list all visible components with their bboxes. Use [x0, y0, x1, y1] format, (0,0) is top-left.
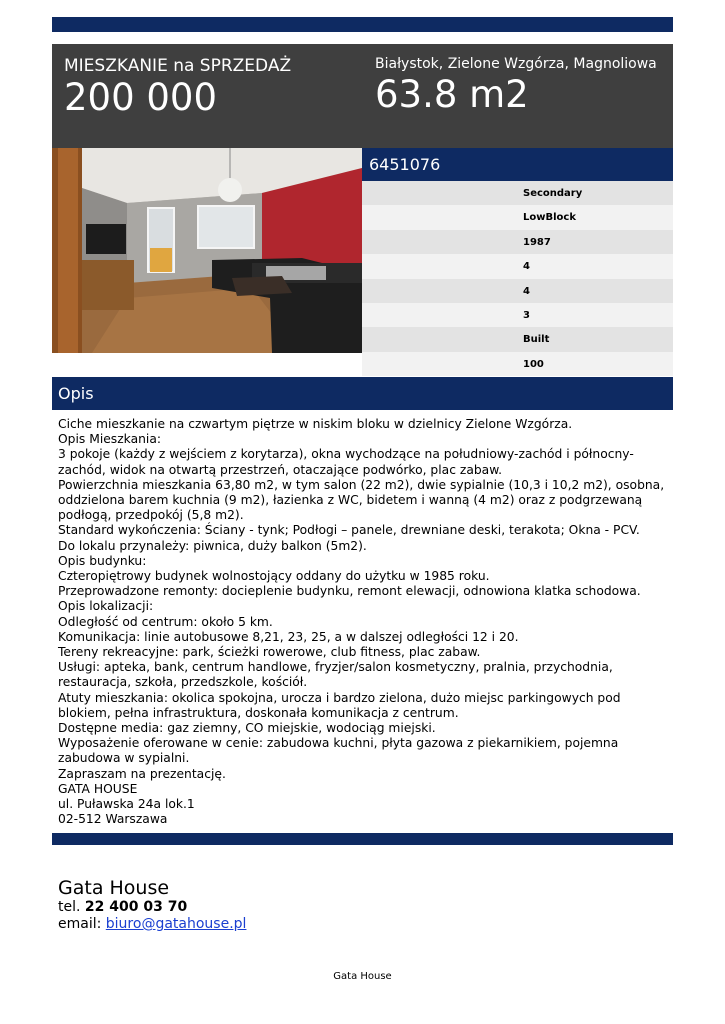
description-line: Opis Mieszkania:	[58, 432, 161, 447]
description-line: Powierzchnia mieszkania 63,80 m2, w tym salon (22 m2), dwie sypialnie (10,3 i 10,2 m2), osobna, oddzielona barem kuchnia (9 m2), łazienka z WC, bidetem i wanną (4 m2) oraz z podgrzewaną podłogą, przedpokój (5,8 m2).	[58, 477, 665, 523]
param-value: Built	[523, 334, 550, 346]
description-line: Wyposażenie oferowane w cenie: zabudowa kuchni, płyta gazowa z piekarnikiem, pojemna zabudowa w sypialni.	[58, 736, 619, 766]
description-line: Przeprowadzone remonty: docieplenie budynku, remont elewacji, odnowiona klatka schodowa.	[58, 584, 641, 599]
description-line: Dostępne media: gaz ziemny, CO miejskie, wodociąg miejski.	[58, 721, 436, 736]
description-header-bar	[52, 377, 673, 410]
description-body	[58, 417, 670, 827]
description-line: Komunikacja: linie autobusowe 8,21, 23, 25, a w dalszej odległości 12 i 20.	[58, 629, 519, 644]
param-row-status	[362, 327, 673, 351]
email-line	[58, 916, 246, 933]
phone-line	[58, 899, 246, 916]
description-line: Tereny rekreacyjne: park, ścieżki rowerowe, club fitness, plac zabaw.	[58, 645, 481, 660]
param-value: 3	[523, 309, 530, 321]
param-row	[362, 352, 673, 376]
param-value: 1987	[523, 236, 551, 248]
param-value: 4	[523, 261, 530, 273]
description-line: Opis lokalizacji:	[58, 599, 154, 614]
param-row-building-type	[362, 205, 673, 229]
param-value: LowBlock	[523, 212, 576, 224]
page-footer: Gata House	[333, 971, 392, 982]
email-link[interactable]: biuro@gatahouse.pl	[105, 916, 247, 932]
top-decorative-bar	[52, 17, 673, 32]
description-line: Standard wykończenia: Ściany - tynk; Podłogi – panele, drewniane deski, terakota; Okna - PCV.	[58, 523, 640, 538]
param-value: Secondary	[523, 188, 583, 199]
param-row	[362, 279, 673, 303]
listing-area: 63.8 m2	[375, 73, 529, 116]
description-line: Usługi: apteka, bank, centrum handlowe, fryzjer/salon kosmetyczny, pralnia, przychodnia, restauracja, szkoła, przedszkole, kościół.	[58, 660, 613, 690]
description-line: Opis budynku:	[58, 553, 147, 568]
apartment-photo-illustration	[52, 148, 362, 353]
listing-id: 6451076	[369, 155, 441, 174]
description-line: Odległość od centrum: około 5 km.	[58, 614, 273, 629]
param-row-year	[362, 230, 673, 254]
description-line: ul. Puławska 24a lok.1	[58, 797, 195, 812]
bottom-decorative-bar	[52, 833, 673, 845]
listing-price: 200 000	[64, 76, 218, 119]
param-value: 100	[523, 358, 544, 370]
contact-block	[58, 877, 246, 933]
description-line: 02-512 Warszawa	[58, 812, 168, 827]
phone-number: 22 400 03 70	[84, 899, 188, 915]
description-line: GATA HOUSE	[58, 781, 138, 796]
listing-header	[52, 44, 673, 148]
email-label: email:	[58, 916, 102, 932]
description-title: Opis	[58, 384, 94, 403]
agency-name: Gata House	[58, 877, 170, 899]
header-right	[375, 55, 665, 117]
listing-id-bar	[362, 148, 673, 181]
description-line: Czteropiętrowy budynek wolnostojący oddany do użytku w 1985 roku.	[58, 569, 490, 584]
param-row	[362, 303, 673, 327]
apartment-photo	[52, 148, 362, 353]
description-line: Do lokalu przynależy: piwnica, duży balkon (5m2).	[58, 538, 367, 553]
params-table	[362, 181, 673, 376]
phone-label: tel.	[58, 899, 81, 915]
listing-location: Białystok, Zielone Wzgórza, Magnoliowa	[375, 56, 657, 72]
description-line: Zapraszam na prezentację.	[58, 766, 226, 781]
param-row	[362, 254, 673, 278]
param-row-market	[362, 181, 673, 205]
description-line: Ciche mieszkanie na czwartym piętrze w niskim bloku w dzielnicy Zielone Wzgórza.	[58, 417, 573, 431]
listing-type: MIESZKANIE na SPRZEDAŻ	[64, 56, 292, 76]
param-value: 4	[523, 285, 530, 297]
header-left	[64, 56, 354, 120]
description-line: Atuty mieszkania: okolica spokojna, urocza i bardzo zielona, dużo miejsc parkingowych pod blokiem, pełna infrastruktura, doskonała komunikacja z centrum.	[58, 690, 621, 720]
description-line: 3 pokoje (każdy z wejściem z korytarza), okna wychodzące na południowy-zachód i północny-zachód, widok na otwartą przestrzeń, otaczające podwórko, plac zabaw.	[58, 447, 634, 477]
